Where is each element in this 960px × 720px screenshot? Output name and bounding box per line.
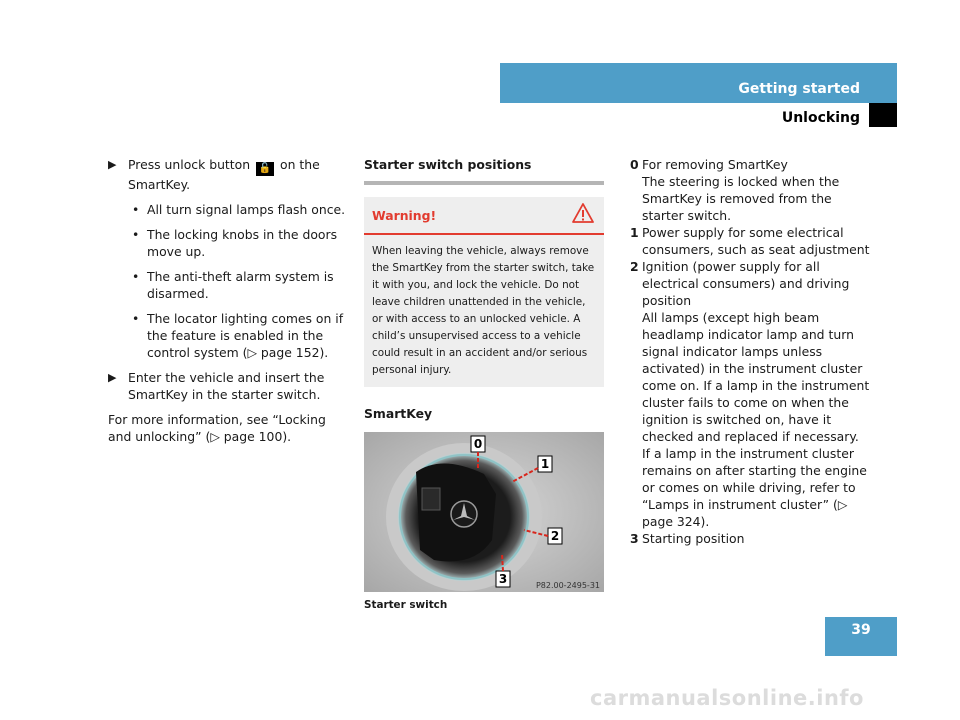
position-number: 2 xyxy=(630,259,639,274)
position-item-1: 1 Power supply for some electrical consumers, such as seat adjustment xyxy=(630,225,870,257)
sub-title: Unlocking xyxy=(781,110,860,126)
list-item: • All turn signal lamps flash once. xyxy=(132,202,346,217)
figure-label-0: 0 xyxy=(473,437,483,451)
smartkey-heading: SmartKey xyxy=(364,406,433,421)
list-item: • The anti-theft alarm system is disarmed. xyxy=(132,269,334,301)
figure-code: P82.00-2495-31 xyxy=(535,581,600,590)
warning-header xyxy=(364,197,604,235)
position-number: 0 xyxy=(630,157,639,172)
left-column xyxy=(108,156,346,445)
figure-label-1: 1 xyxy=(540,457,550,471)
bullet-icon: • xyxy=(132,311,140,326)
section-title: Getting started xyxy=(738,81,860,97)
step-enter-vehicle: ▶ Enter the vehicle and insert the SmartKey in the starter switch. xyxy=(108,370,325,402)
bullet-icon: • xyxy=(132,202,140,217)
step-arrow-icon: ▶ xyxy=(108,371,117,384)
position-item-0: 0 For removing SmartKey The steering is locked when the SmartKey is removed from the starter switch. xyxy=(630,157,840,223)
watermark: carmanualsonline.info xyxy=(590,686,864,710)
more-info-paragraph: For more information, see “Locking and unlocking” (▷ page 100). xyxy=(108,412,326,444)
unlock-icon: 🔓 xyxy=(256,162,274,176)
starter-positions-heading: Starter switch positions xyxy=(364,157,532,172)
list-item: • The locking knobs in the doors move up. xyxy=(132,227,338,259)
section-tab-marker xyxy=(869,103,897,127)
middle-column xyxy=(364,156,604,614)
warning-title: Warning! xyxy=(372,207,437,223)
warning-triangle-icon xyxy=(572,203,594,228)
warning-box xyxy=(364,197,604,387)
figure-label-2: 2 xyxy=(550,529,560,543)
bullet-icon: • xyxy=(132,269,140,284)
figure-label-3: 3 xyxy=(498,572,508,586)
figure-caption: Starter switch xyxy=(364,599,448,611)
position-number: 1 xyxy=(630,225,639,240)
position-item-3: 3 Starting position xyxy=(630,531,745,546)
position-item-2: 2 Ignition (power supply for all electrical consumers) and driving position All lamps (except high beam headlamp indicator lamp and turn signal indicator lamps unless activated) in the instrument cluster come on. If a lamp in the instrument cluster fails to come on when the ignition is switched on, have it checked and replaced if necessary. If a lamp in the instrument cluster remains on after starting the engine or comes on while driving, refer to “Lamps in instrument cluster” (▷ page 324). xyxy=(630,259,870,529)
step-press-unlock: ▶ Press unlock button 🔓 on the SmartKey. xyxy=(108,157,320,192)
right-column xyxy=(630,156,870,547)
bullet-icon: • xyxy=(132,227,140,242)
list-item: • The locator lighting comes on if the feature is enabled in the control system (▷ page 152). xyxy=(132,311,344,360)
page-number: 39 xyxy=(851,622,871,638)
warning-text: When leaving the vehicle, always remove the SmartKey from the starter switch, take it with you, and lock the vehicle. Do not leave children unattended in the vehicle, or with access to an unlocked vehicle. A child’s unsupervised access to a vehicle could result in an accident and/or serious personal injury. xyxy=(372,245,595,376)
position-number: 3 xyxy=(630,531,639,546)
heading-divider xyxy=(364,181,604,185)
starter-switch-figure xyxy=(364,432,604,592)
step-arrow-icon: ▶ xyxy=(108,158,117,171)
